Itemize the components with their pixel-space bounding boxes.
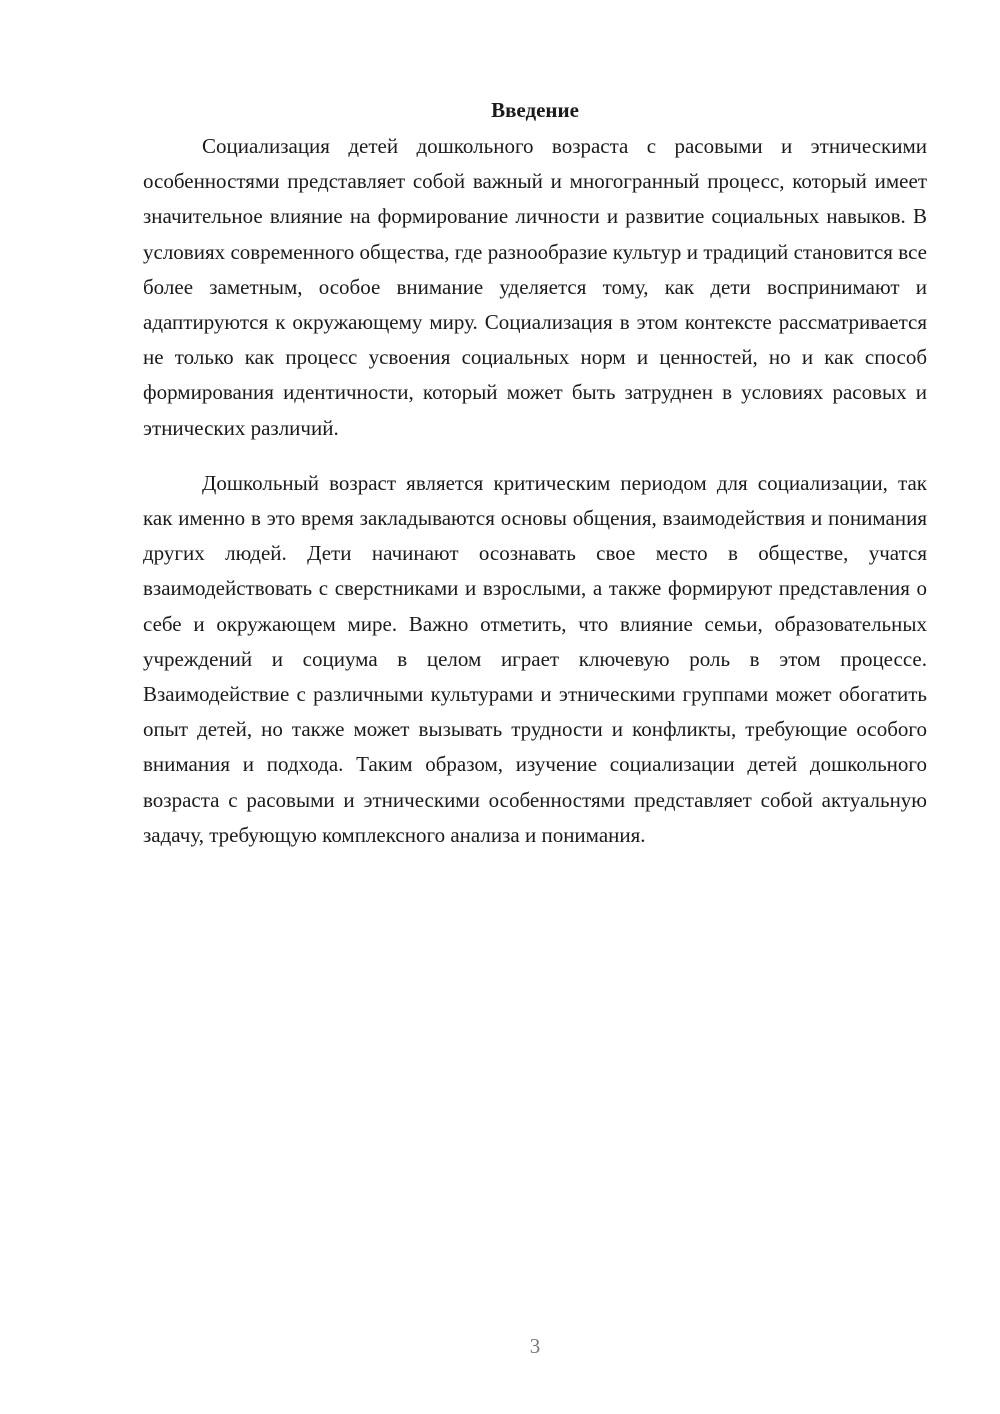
page-body <box>143 94 927 853</box>
paragraph-2: Дошкольный возраст является критическим периодом для социализации, так как именно в это время закладываются основы общения, взаимодействия и понимания других людей. Дети начинают осознавать свое место в обществе, учатся взаимодействовать с сверстниками и взрослыми, а также формируют представления о себе и окружающем мире. Важно отметить, что влияние семьи, образовательных учреждений и социума в целом играет ключевую роль в этом процессе. Взаимодействие с различными культурами и этническими группами может обогатить опыт детей, но также может вызывать трудности и конфликты, требующие особого внимания и подхода. Таким образом, изучение социализации детей дошкольного возраста с расовыми и этническими особенностями представляет собой актуальную задачу, требующую комплексного анализа и понимания. <box>143 470 927 847</box>
paragraph-1: Социализация детей дошкольного возраста с расовыми и этническими особенностями представляет собой важный и многогранный процесс, который имеет значительное влияние на формирование личности и развитие социальных навыков. В условиях современного общества, где разнообразие культур и традиций становится все более заметным, особое внимание уделяется тому, как дети воспринимают и адаптируются к окружающему миру. Социализация в этом контексте рассматривается не только как процесс усвоения социальных норм и ценностей, но и как способ формирования идентичности, который может быть затруднен в условиях расовых и этнических различий. <box>143 134 927 440</box>
page-number: 3 <box>529 1334 541 1358</box>
section-heading: Введение <box>491 98 579 122</box>
